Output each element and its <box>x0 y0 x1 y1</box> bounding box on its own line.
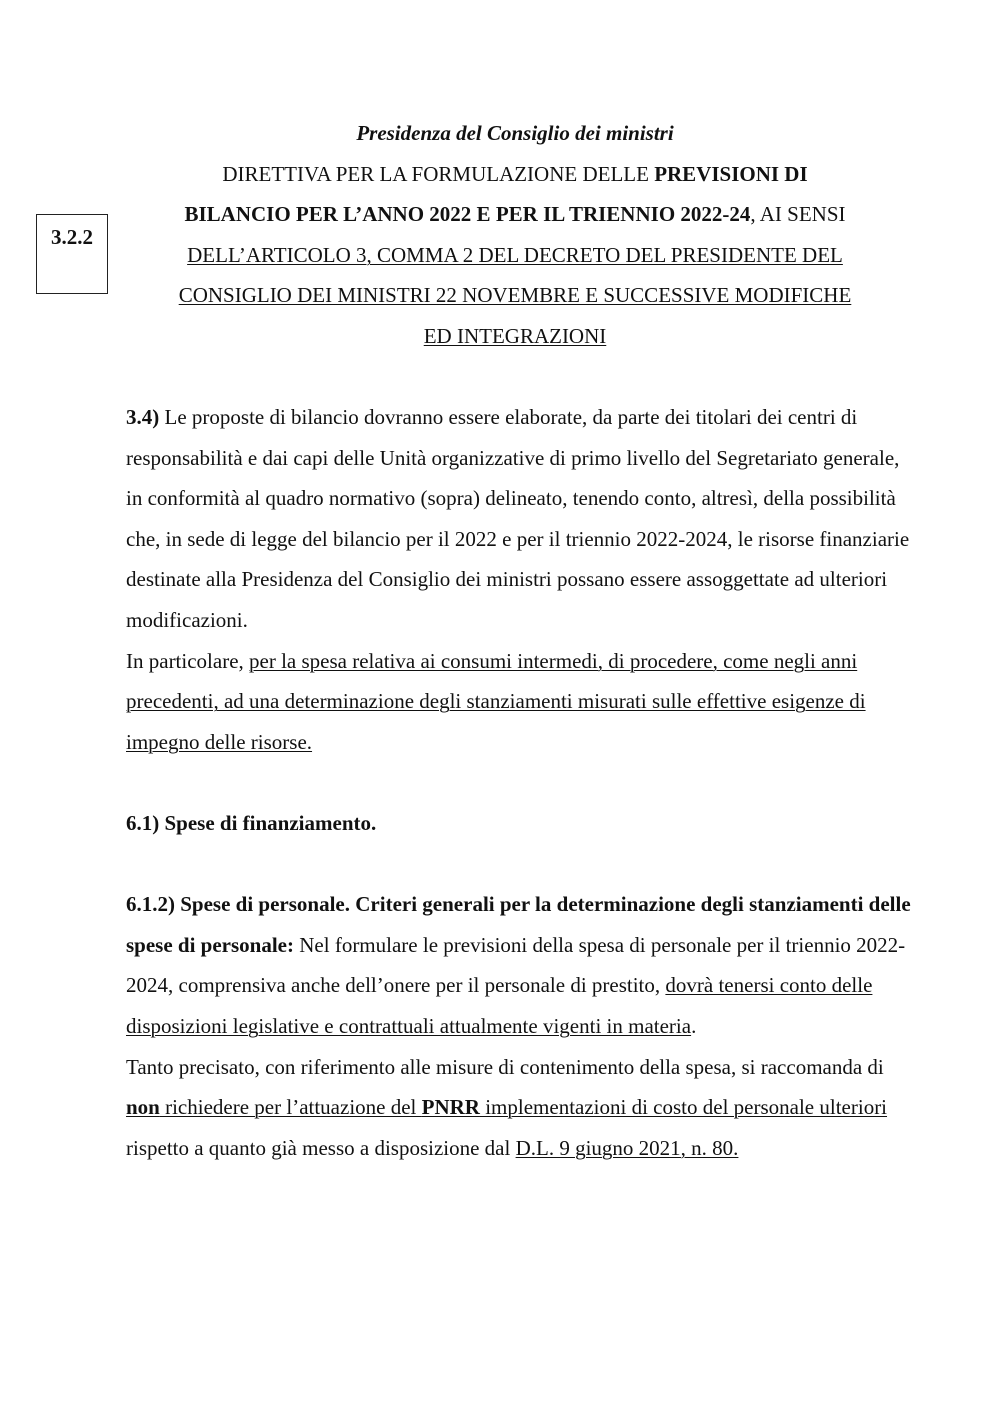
header-line-2: BILANCIO PER L’ANNO 2022 E PER IL TRIENNIO 2022-24, AI SENSI <box>184 202 846 227</box>
section-number-box: 3.2.2 <box>36 214 108 294</box>
document-body <box>126 397 916 1168</box>
paragraph-6-1-2-pnrr: Tanto precisato, con riferimento alle misure di contenimento della spesa, si raccomanda di non richiedere per l’attuazione del PNRR implementazioni di costo del personale ulteriori rispetto a quanto già messo a disposizione dal D.L. 9 giugno 2021, n. 80. <box>126 1054 888 1160</box>
heading-6-1: 6.1) Spese di finanziamento. <box>126 810 377 835</box>
header-line-1: DIRETTIVA PER LA FORMULAZIONE DELLE PREVISIONI DI <box>222 161 808 186</box>
paragraph-6-1-2: 6.1.2) Spese di personale. Criteri generali per la determinazione degli stanziamenti delle spese di personale: Nel formulare le previsioni della spesa di personale per il triennio 2022-2024, comprensiva anche dell’onere per il personale di prestito, dovrà tenersi conto delle disposizioni legislative e contrattuali attualmente vigenti in materia. <box>126 892 911 1038</box>
institution-name: Presidenza del Consiglio dei ministri <box>356 121 674 145</box>
header-line-3: DELL’ARTICOLO 3, COMMA 2 DEL DECRETO DEL PRESIDENTE DEL <box>187 242 843 267</box>
document-header <box>126 113 904 357</box>
header-line-5: ED INTEGRAZIONI <box>423 323 607 348</box>
paragraph-3-4-particular: In particolare, per la spesa relativa ai consumi intermedi, di procedere, come negli anni precedenti, ad una determinazione degli stanziamenti misurati sulle effettive esigenze di impegno delle risorse. <box>126 648 866 754</box>
header-line-4: CONSIGLIO DEI MINISTRI 22 NOVEMBRE E SUCCESSIVE MODIFICHE <box>178 283 852 308</box>
paragraph-3-4: 3.4) Le proposte di bilancio dovranno essere elaborate, da parte dei titolari dei centri di responsabilità e dai capi delle Unità organizzative di primo livello del Segretariato generale, in conformità al quadro normativo (sopra) delineato, tenendo conto, altresì, della possibilità che, in sede di legge del bilancio per il 2022 e per il triennio 2022-2024, le risorse finanziarie destinate alla Presidenza del Consiglio dei ministri possano essere assoggettate ad ulteriori modificazioni. <box>126 405 910 632</box>
